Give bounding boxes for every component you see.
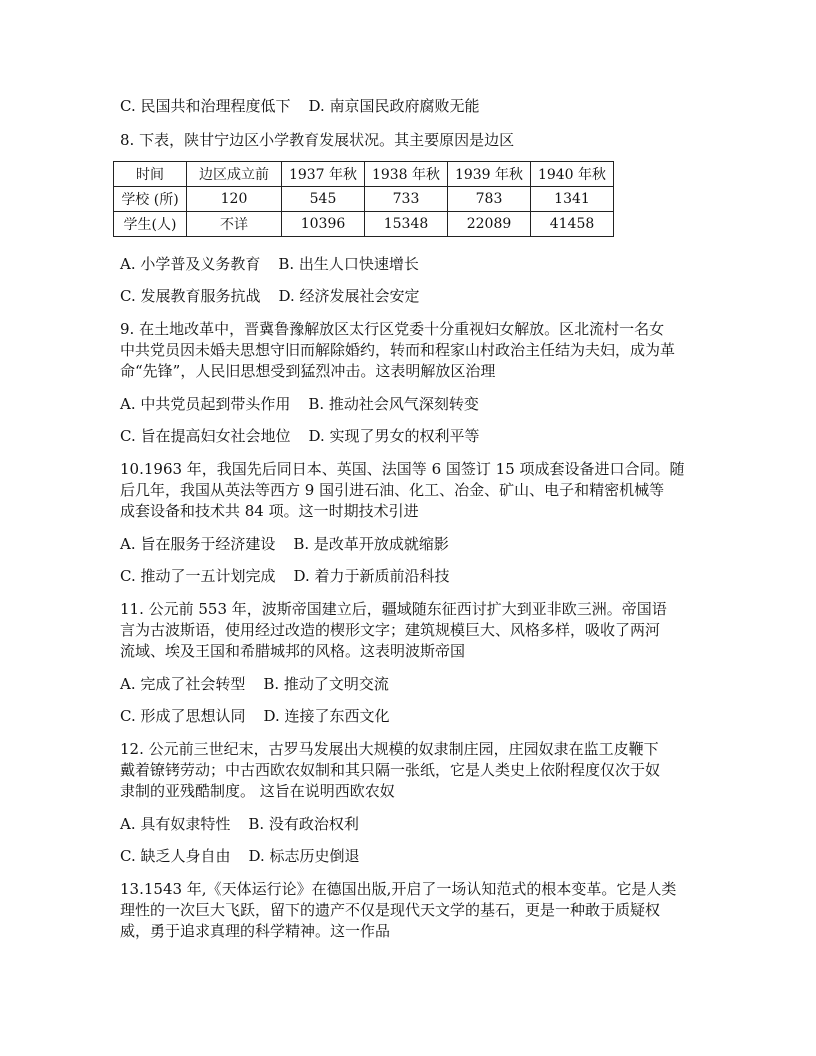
- q7-option-d[interactable]: D. 南京国民政府腐败无能: [308, 97, 480, 115]
- q8-data-table: [113, 161, 614, 237]
- table-row: [114, 187, 614, 212]
- table-cell: 783: [448, 187, 531, 212]
- q12-option-d[interactable]: D. 标志历史倒退: [248, 847, 360, 865]
- q9-option-b[interactable]: B. 推动社会风气深刻转变: [308, 395, 479, 413]
- q11-option-c[interactable]: C. 形成了思想认同: [120, 707, 246, 725]
- q7-option-c[interactable]: C. 民国共和治理程度低下: [120, 97, 291, 115]
- q8-options-ab: [120, 253, 419, 275]
- table-cell: 学生(人): [114, 212, 187, 237]
- q11-option-d[interactable]: D. 连接了东西文化: [263, 707, 390, 725]
- q11-stem-line: 流域、埃及王国和希腊城邦的风格。这表明波斯帝国: [120, 642, 466, 660]
- table-cell: 120: [187, 187, 282, 212]
- q11-stem-line: 言为古波斯语，使用经过改造的楔形文字；建筑规模巨大、风格多样，吸收了两河: [120, 621, 661, 639]
- q12-stem-line: 隶制的亚残酷制度。 这旨在说明西欧农奴: [120, 782, 395, 800]
- q10-stem-line: 后几年，我国从英法等西方 9 国引进石油、化工、冶金、矿山、电子和精密机械等: [120, 481, 665, 499]
- table-cell: 15348: [365, 212, 448, 237]
- table-header-cell: 1938 年秋: [365, 162, 448, 187]
- q9-option-a[interactable]: A. 中共党员起到带头作用: [120, 395, 291, 413]
- q12-option-b[interactable]: B. 没有政治权利: [248, 815, 359, 833]
- q10-option-c[interactable]: C. 推动了一五计划完成: [120, 567, 276, 585]
- q8-option-a[interactable]: A. 小学普及义务教育: [120, 255, 261, 273]
- q9-stem-line: 中共党员因未婚夫思想守旧而解除婚约，转而和程家山村政治主任结为夫妇，成为革: [120, 341, 676, 359]
- q10-options-ab: [120, 533, 449, 555]
- q12-options-ab: [120, 813, 359, 835]
- q11-stem-line: 11. 公元前 553 年，波斯帝国建立后，疆域随东征西讨扩大到亚非欧三洲。帝国语: [120, 600, 667, 618]
- q9-stem-line: 9. 在土地改革中，晋冀鲁豫解放区太行区党委十分重视妇女解放。区北流村一名女: [120, 320, 665, 338]
- q12-options-cd: [120, 845, 360, 867]
- q10-option-d[interactable]: D. 着力于新质前沿科技: [293, 567, 450, 585]
- table-cell: 10396: [282, 212, 365, 237]
- table-cell: 学校 (所): [114, 187, 187, 212]
- q9-options-ab: [120, 393, 479, 415]
- q8-option-b[interactable]: B. 出生人口快速增长: [278, 255, 419, 273]
- q7-options-cd: [120, 95, 480, 117]
- q8-option-c[interactable]: C. 发展教育服务抗战: [120, 287, 261, 305]
- q8-stem: 8. 下表，陕甘宁边区小学教育发展状况。其主要原因是边区: [120, 131, 515, 149]
- table-cell: 22089: [448, 212, 531, 237]
- q9-option-d[interactable]: D. 实现了男女的权利平等: [308, 427, 480, 445]
- q10-option-b[interactable]: B. 是改革开放成就缩影: [293, 535, 449, 553]
- q12-stem-line: 戴着镣铐劳动；中古西欧农奴制和其只隔一张纸，它是人类史上依附程度仅次于奴: [120, 761, 661, 779]
- q9-option-c[interactable]: C. 旨在提高妇女社会地位: [120, 427, 291, 445]
- table-cell: 1341: [531, 187, 614, 212]
- table-row: [114, 212, 614, 237]
- table-header-cell: 时间: [114, 162, 187, 187]
- q8-options-cd: [120, 285, 420, 307]
- q11-option-b[interactable]: B. 推动了文明交流: [263, 675, 389, 693]
- q12-option-a[interactable]: A. 具有奴隶特性: [120, 815, 231, 833]
- table-header-cell: 1937 年秋: [282, 162, 365, 187]
- q9-stem-line: 命“先锋”，人民旧思想受到猛烈冲击。这表明解放区治理: [120, 362, 496, 380]
- q8-option-d[interactable]: D. 经济发展社会安定: [278, 287, 420, 305]
- q11-options-cd: [120, 705, 390, 727]
- table-header-cell: 1940 年秋: [531, 162, 614, 187]
- q13-stem-line: 威，勇于追求真理的科学精神。这一作品: [120, 922, 391, 940]
- table-cell: 不详: [187, 212, 282, 237]
- q10-options-cd: [120, 565, 450, 587]
- q11-option-a[interactable]: A. 完成了社会转型: [120, 675, 246, 693]
- table-header-cell: 1939 年秋: [448, 162, 531, 187]
- q13-stem-line: 13.1543 年,《天体运行论》在德国出版,开启了一场认知范式的根本变革。它是人类: [120, 880, 677, 898]
- table-header-cell: 边区成立前: [187, 162, 282, 187]
- q10-stem-line: 10.1963 年，我国先后同日本、英国、法国等 6 国签订 15 项成套设备进口合同。随: [120, 460, 685, 478]
- q12-stem-line: 12. 公元前三世纪末，古罗马发展出大规模的奴隶制庄园，庄园奴隶在监工皮鞭下: [120, 740, 659, 758]
- table-cell: 41458: [531, 212, 614, 237]
- q9-options-cd: [120, 425, 480, 447]
- q12-option-c[interactable]: C. 缺乏人身自由: [120, 847, 231, 865]
- table-cell: 545: [282, 187, 365, 212]
- table-header-row: [114, 162, 614, 187]
- table-cell: 733: [365, 187, 448, 212]
- q10-stem-line: 成套设备和技术共 84 项。这一时期技术引进: [120, 502, 419, 520]
- q13-stem-line: 理性的一次巨大飞跃，留下的遗产不仅是现代天文学的基石，更是一种敢于质疑权: [120, 901, 661, 919]
- q10-option-a[interactable]: A. 旨在服务于经济建设: [120, 535, 276, 553]
- q11-options-ab: [120, 673, 389, 695]
